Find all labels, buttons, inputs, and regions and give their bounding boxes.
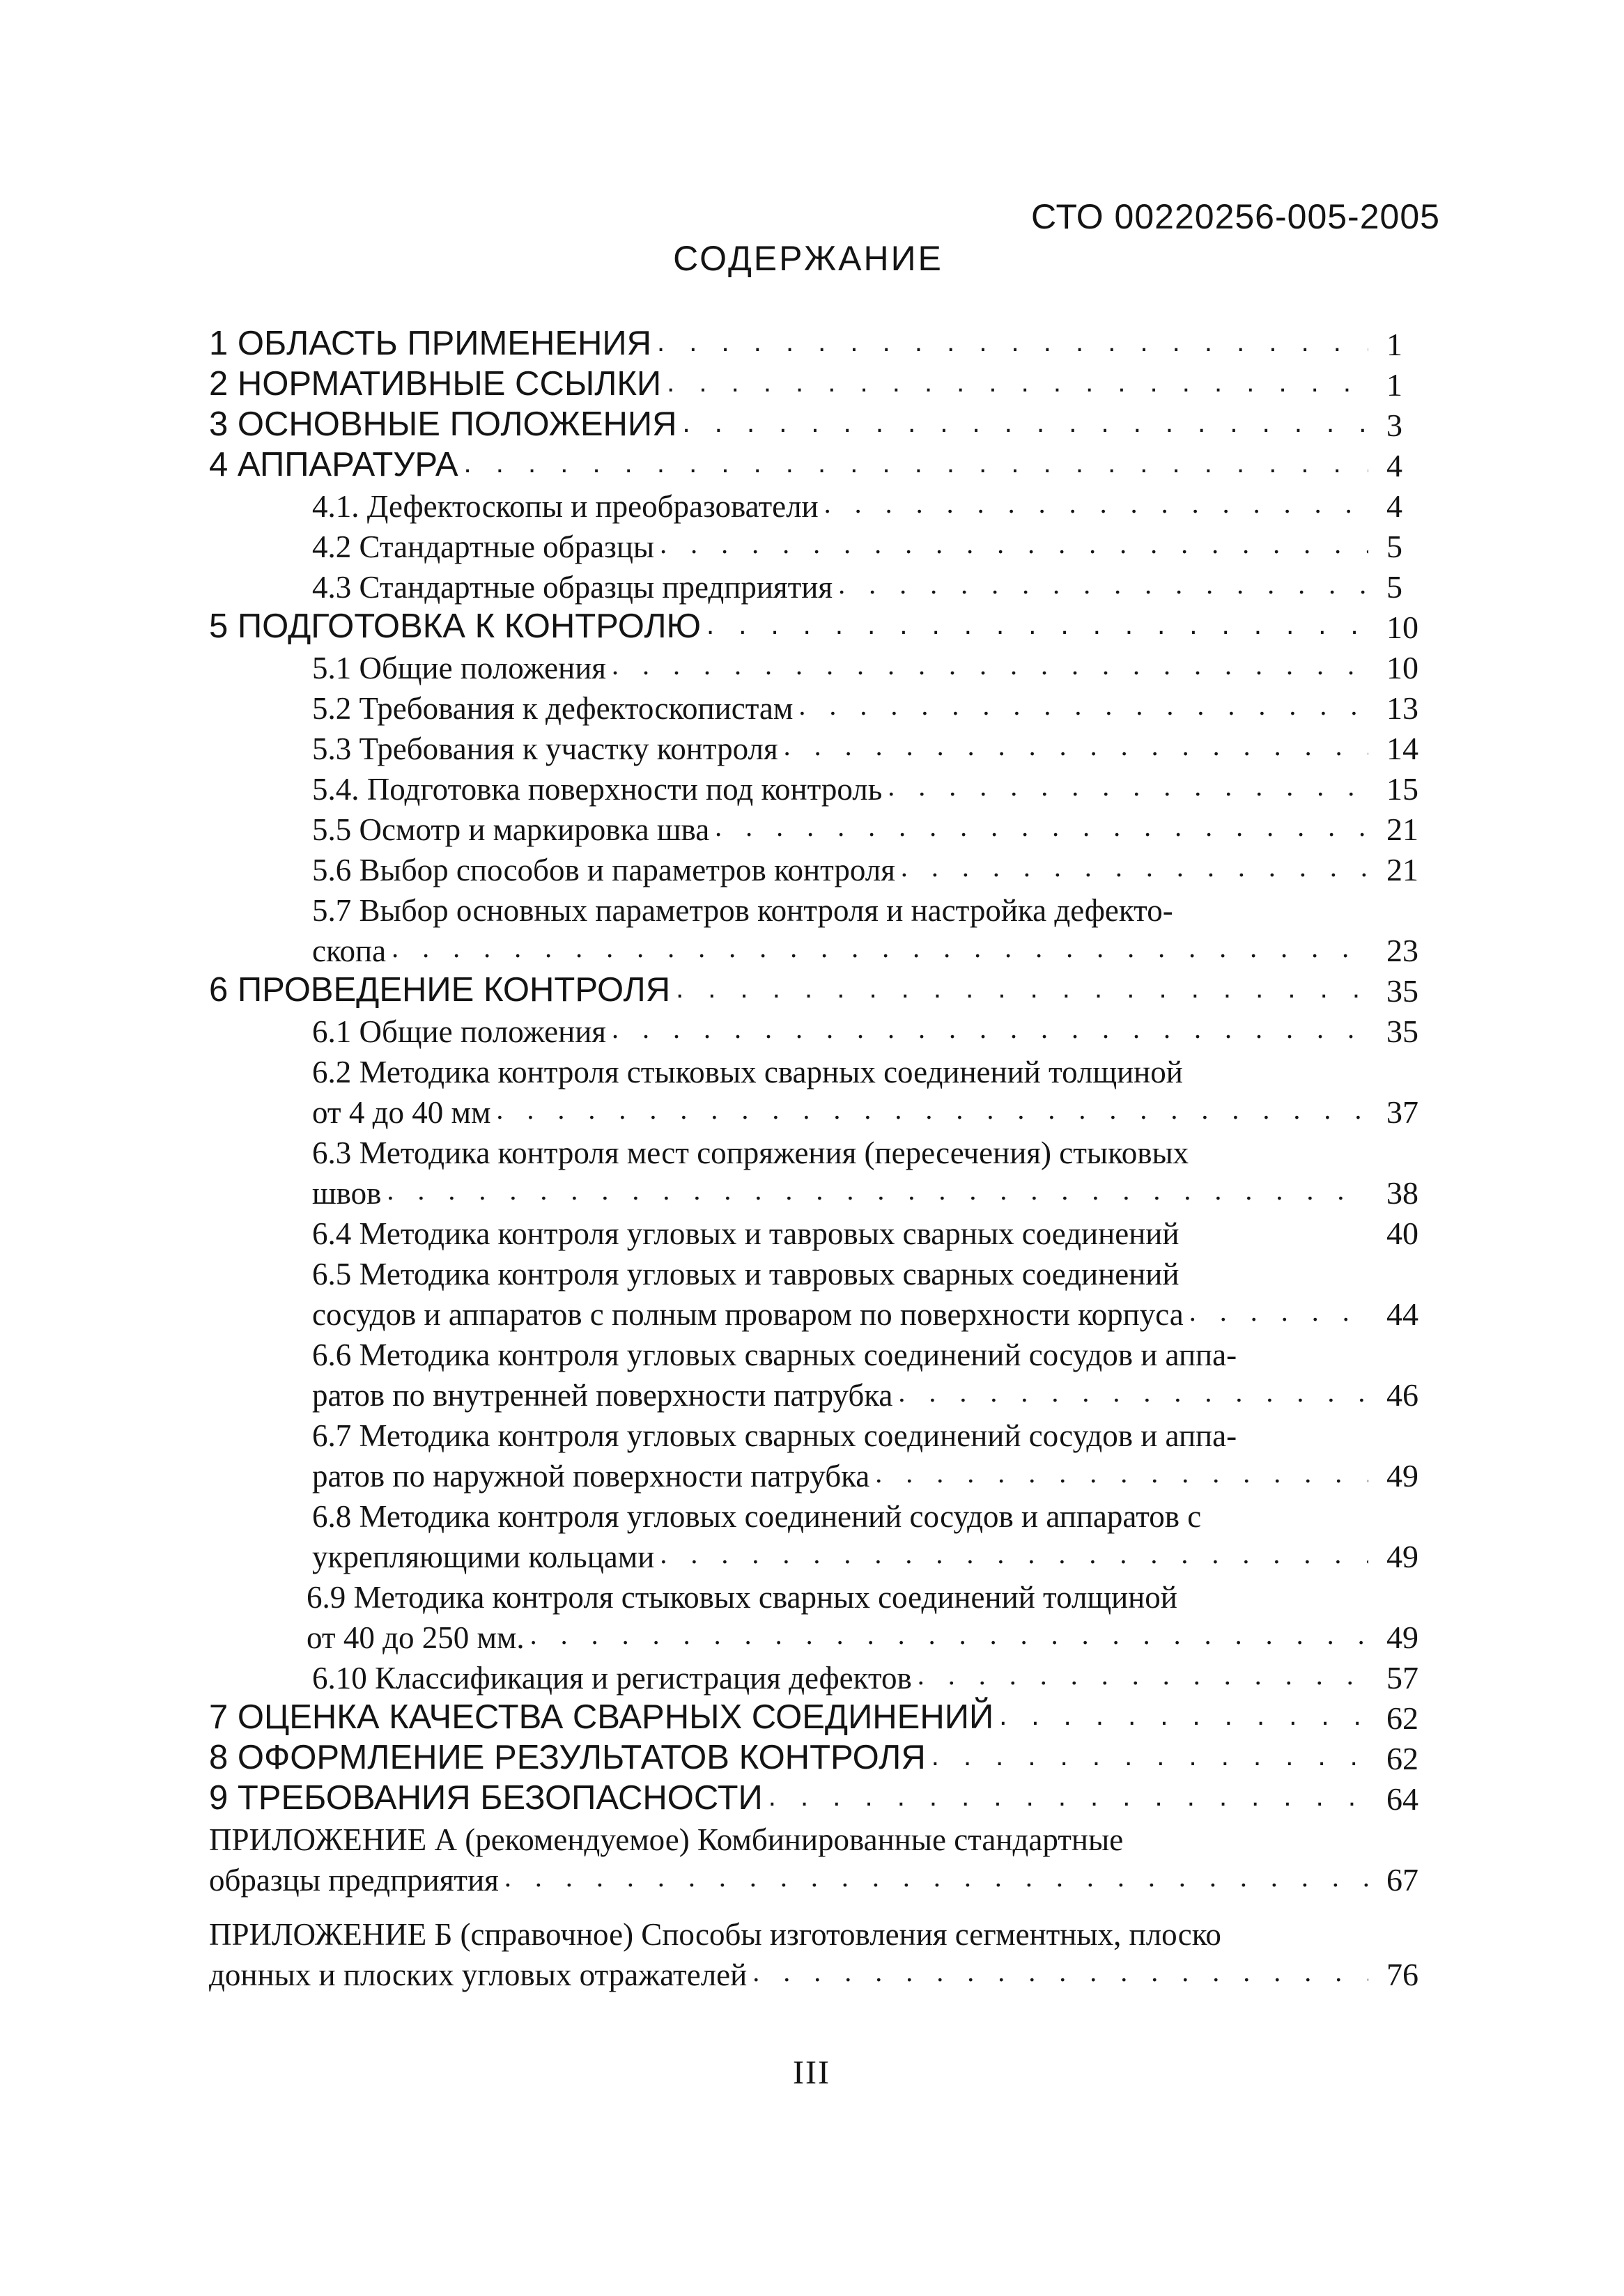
toc-entry-appendix-b-cont[interactable] [209, 1953, 1372, 1993]
toc-leader-dots [1189, 1298, 1368, 1326]
toc-entry-appendix-b[interactable] [209, 1912, 1449, 1953]
toc-entry-6-4[interactable] [312, 1211, 1372, 1252]
toc-entry-page: 46 [1386, 1377, 1418, 1413]
toc-entry-title: 6.3 Методика контроля мест сопряжения (пересечения) стыковых [312, 1135, 1189, 1170]
toc-entry-title: 2 НОРМАТИВНЫЕ ССЫЛКИ [209, 365, 662, 403]
toc-entry-8[interactable] [209, 1737, 1372, 1777]
toc-leader-dots [392, 934, 1368, 962]
toc-entry-6-8[interactable] [312, 1494, 1448, 1535]
toc-entry-5-7-cont[interactable] [312, 929, 1372, 969]
toc-entry-6-7-cont[interactable] [312, 1454, 1372, 1494]
toc-leader-dots [667, 369, 1368, 396]
toc-entry-2[interactable] [209, 363, 1372, 403]
toc-leader-dots [752, 1958, 1368, 1986]
toc-leader-dots [657, 328, 1368, 356]
toc-entry-5-4[interactable] [312, 767, 1372, 807]
toc-entry-page: 23 [1386, 933, 1418, 968]
toc-entry-title: 6.2 Методика контроля стыковых сварных соединений толщиной [312, 1055, 1183, 1089]
toc-leader-dots [768, 1783, 1368, 1810]
toc-leader-dots [901, 853, 1368, 881]
toc-entry-page: 49 [1386, 1458, 1418, 1494]
toc-entry-6-2-cont[interactable] [312, 1090, 1372, 1131]
toc-entry-title: 6.9 Методика контроля стыковых сварных соединений толщиной [307, 1580, 1177, 1615]
toc-entry-title: 4.1. Дефектоскопы и преобразователи [312, 489, 819, 524]
toc-entry-page: 4 [1386, 488, 1402, 524]
toc-entry-6-9[interactable] [307, 1575, 1442, 1615]
toc-entry-title: 5.2 Требования к дефектоскопистам [312, 691, 794, 726]
toc-entry-title: 5.7 Выбор основных параметров контроля и настройка дефекто- [312, 893, 1173, 928]
toc-entry-title: 5.4. Подготовка поверхности под контроль [312, 772, 883, 807]
toc-entry-title: 6 ПРОВЕДЕНИЕ КОНТРОЛЯ [209, 971, 671, 1009]
toc-entry-title: ПРИЛОЖЕНИЕ А (рекомендуемое) Комбинированные стандартные [209, 1822, 1124, 1857]
toc-entry-title: 5.1 Общие положения [312, 651, 607, 685]
toc-entry-title: 6.6 Методика контроля угловых сварных соединений сосудов и аппа- [312, 1337, 1237, 1372]
toc-entry-title: 8 ОФОРМЛЕНИЕ РЕЗУЛЬТАТОВ КОНТРОЛЯ [209, 1739, 926, 1776]
toc-entry-title: 6.8 Методика контроля угловых соединений сосудов и аппаратов с [312, 1499, 1202, 1534]
toc-entry-continuation: образцы предприятия [209, 1863, 499, 1898]
toc-entry-page: 38 [1386, 1175, 1418, 1211]
toc-entry-page: 1 [1386, 327, 1402, 362]
toc-entry-title: 6.7 Методика контроля угловых сварных соединений сосудов и аппа- [312, 1418, 1237, 1453]
toc-entry-6-5[interactable] [312, 1252, 1448, 1292]
toc-leader-dots [798, 692, 1368, 720]
toc-leader-dots [999, 1702, 1368, 1730]
toc-entry-4[interactable] [209, 444, 1372, 484]
toc-entry-page: 4 [1386, 448, 1402, 483]
toc-entry-continuation: сосудов и аппаратов с полным проваром по поверхности корпуса [312, 1297, 1184, 1332]
toc-leader-dots [683, 409, 1368, 437]
toc-entry-title: 5.5 Осмотр и маркировка шва [312, 812, 710, 847]
toc-entry-page: 49 [1386, 1620, 1418, 1655]
toc-entry-page: 57 [1386, 1660, 1418, 1696]
toc-entry-title: 6.5 Методика контроля угловых и тавровых сварных соединений [312, 1257, 1180, 1292]
toc-entry-title: 9 ТРЕБОВАНИЯ БЕЗОПАСНОСТИ [209, 1779, 763, 1817]
toc-leader-dots [612, 651, 1368, 679]
toc-entry-page: 1 [1386, 367, 1402, 403]
toc-entry-title: 1 ОБЛАСТЬ ПРИМЕНЕНИЯ [209, 325, 652, 362]
toc-entry-page: 49 [1386, 1539, 1418, 1574]
toc-entry-page: 37 [1386, 1094, 1418, 1130]
toc-entry-page: 40 [1386, 1216, 1418, 1251]
toc-entry-6-1[interactable] [312, 1009, 1372, 1050]
toc-leader-dots [612, 1015, 1368, 1043]
toc-entry-title: 4 АППАРАТУРА [209, 446, 458, 483]
toc-entry-page: 10 [1386, 650, 1418, 685]
toc-entry-page: 76 [1386, 1957, 1418, 1992]
toc-entry-6-8-cont[interactable] [312, 1535, 1372, 1575]
toc-entry-6-3-cont[interactable] [312, 1171, 1372, 1211]
toc-leader-dots [496, 1096, 1368, 1124]
toc-entry-continuation: ратов по наружной поверхности патрубка [312, 1459, 870, 1494]
toc-entry-page: 44 [1386, 1296, 1418, 1332]
toc-leader-dots [504, 1863, 1368, 1891]
toc-entry-5-2[interactable] [312, 686, 1372, 727]
toc-entry-page: 62 [1386, 1741, 1418, 1776]
toc-entry-9[interactable] [209, 1777, 1372, 1817]
toc-leader-dots [898, 1379, 1368, 1406]
toc-entry-5[interactable] [209, 605, 1372, 646]
toc-entry-1[interactable] [209, 323, 1372, 363]
toc-entry-5-1[interactable] [312, 646, 1372, 686]
toc-leader-dots [660, 530, 1368, 558]
toc-leader-dots [715, 813, 1368, 841]
toc-entry-7[interactable] [209, 1696, 1372, 1737]
toc-entry-page: 14 [1386, 731, 1418, 766]
toc-entry-title: 7 ОЦЕНКА КАЧЕСТВА СВАРНЫХ СОЕДИНЕНИЙ [209, 1698, 994, 1736]
toc-entry-title: ПРИЛОЖЕНИЕ Б (справочное) Способы изготовления сегментных, плоско [209, 1917, 1221, 1952]
toc-entry-5-3[interactable] [312, 727, 1372, 767]
toc-entry-continuation: от 40 до 250 мм. [307, 1620, 525, 1655]
toc-leader-dots [875, 1459, 1368, 1487]
toc-entry-page: 21 [1386, 852, 1418, 887]
toc-entry-6-6-cont[interactable] [312, 1373, 1372, 1413]
toc-entry-6-2[interactable] [312, 1050, 1448, 1090]
toc-leader-dots [660, 1540, 1368, 1568]
toc-entry-title: 5 ПОДГОТОВКА К КОНТРОЛЮ [209, 607, 701, 645]
toc-entry-page: 35 [1386, 973, 1418, 1009]
toc-entry-page: 3 [1386, 408, 1402, 443]
toc-entry-5-7[interactable] [312, 888, 1448, 929]
toc-entry-page: 10 [1386, 610, 1418, 645]
toc-entry-title: 4.2 Стандартные образцы [312, 529, 655, 564]
toc-entry-6-7[interactable] [312, 1413, 1448, 1454]
toc-entry-6-10[interactable] [312, 1656, 1372, 1696]
toc-entry-6-6[interactable] [312, 1333, 1448, 1373]
toc-leader-dots [888, 773, 1368, 800]
toc-entry-continuation: укрепляющими кольцами [312, 1539, 655, 1574]
toc-entry-page: 35 [1386, 1014, 1418, 1049]
toc-entry-4-3[interactable] [312, 565, 1372, 605]
page-number: III [793, 2054, 830, 2091]
toc-entry-page: 5 [1386, 569, 1402, 605]
toc-leader-dots [838, 571, 1368, 598]
toc-entry-continuation: от 4 до 40 мм [312, 1095, 491, 1130]
toc-entry-page: 64 [1386, 1781, 1418, 1817]
toc-entry-6-9-cont[interactable] [307, 1615, 1372, 1656]
toc-title: СОДЕРЖАНИЕ [673, 239, 943, 278]
toc-entry-title: 6.10 Классификация и регистрация дефектов [312, 1661, 912, 1696]
toc-entry-4-1[interactable] [312, 484, 1372, 525]
toc-entry-title: 5.6 Выбор способов и параметров контроля [312, 853, 895, 887]
toc-leader-dots [706, 611, 1368, 639]
toc-entry-6[interactable] [209, 969, 1372, 1009]
toc-entry-appendix-a-cont[interactable] [209, 1858, 1372, 1898]
toc-leader-dots [824, 490, 1368, 518]
toc-entry-title: 6.1 Общие положения [312, 1014, 607, 1049]
toc-leader-dots [931, 1742, 1368, 1770]
toc-entry-title: 3 ОСНОВНЫЕ ПОЛОЖЕНИЯ [209, 405, 677, 443]
toc-entry-page: 15 [1386, 771, 1418, 807]
toc-entry-title: 6.4 Методика контроля угловых и тавровых сварных соединений [312, 1216, 1180, 1251]
toc-entry-page: 5 [1386, 529, 1402, 564]
toc-entry-page: 67 [1386, 1862, 1418, 1898]
toc-entry-4-2[interactable] [312, 525, 1372, 565]
toc-entry-continuation: скопа [312, 933, 387, 968]
toc-entry-title: 4.3 Стандартные образцы предприятия [312, 570, 833, 605]
toc-entry-3[interactable] [209, 403, 1372, 444]
toc-leader-dots [918, 1661, 1368, 1689]
toc-entry-5-5[interactable] [312, 807, 1372, 848]
document-code: СТО 00220256-005-2005 [1031, 197, 1440, 236]
toc-entry-title: 5.3 Требования к участку контроля [312, 731, 778, 766]
toc-leader-dots [387, 1177, 1368, 1204]
toc-leader-dots [530, 1621, 1368, 1649]
toc-entry-appendix-a[interactable] [209, 1817, 1449, 1858]
toc-entry-6-3[interactable] [312, 1131, 1448, 1171]
toc-leader-dots [464, 449, 1368, 477]
toc-entry-continuation: швов [312, 1176, 382, 1211]
toc-entry-continuation: ратов по внутренней поверхности патрубка [312, 1378, 893, 1413]
toc-entry-page: 62 [1386, 1700, 1418, 1736]
toc-entry-page: 21 [1386, 812, 1418, 847]
toc-entry-page: 13 [1386, 690, 1418, 726]
toc-entry-continuation: донных и плоских угловых отражателей [209, 1957, 748, 1992]
toc-leader-dots [784, 732, 1368, 760]
toc-entry-5-6[interactable] [312, 848, 1372, 888]
toc-leader-dots [676, 975, 1368, 1002]
toc-entry-6-5-cont[interactable] [312, 1292, 1372, 1333]
